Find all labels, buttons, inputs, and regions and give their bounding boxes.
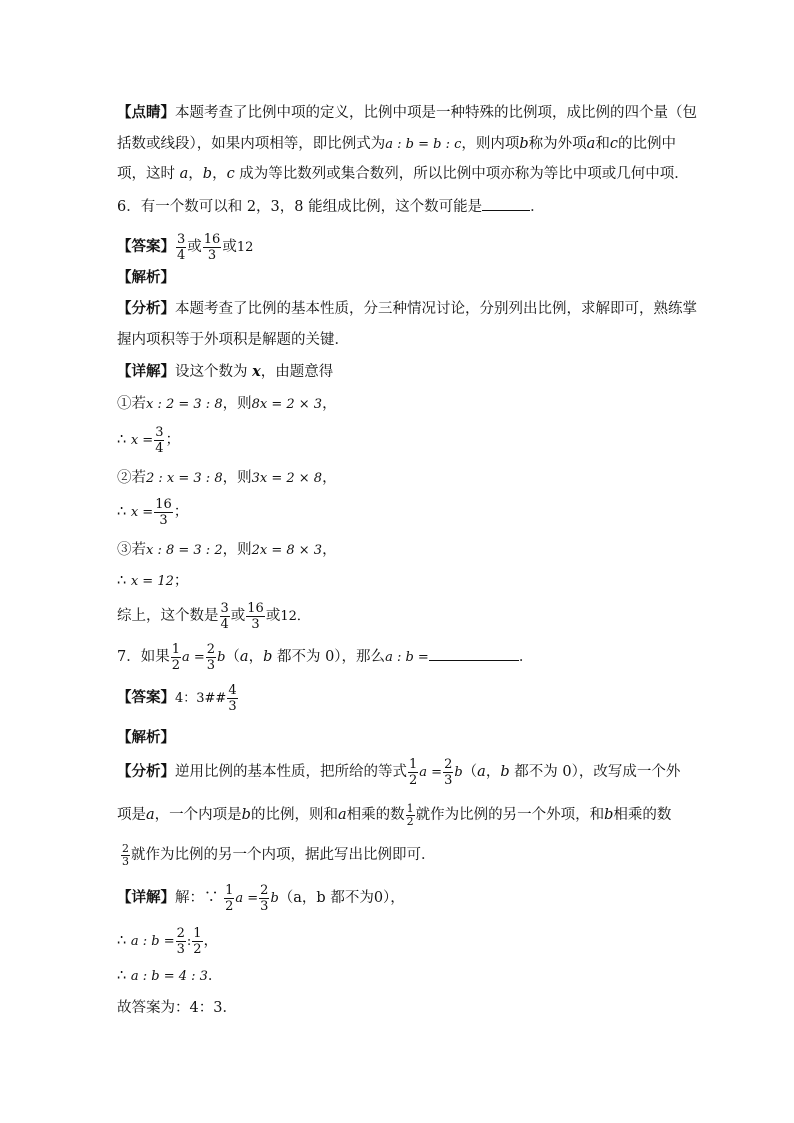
- q6-answer: [117, 230, 694, 264]
- text: ②若: [117, 470, 146, 486]
- numerator: 4: [228, 682, 237, 698]
- denominator: 3: [122, 854, 129, 868]
- math: a : b =: [385, 650, 429, 665]
- fraction: [154, 497, 173, 528]
- text: 相乘的数: [346, 807, 405, 823]
- fraction: [192, 926, 202, 957]
- denominator: 3: [159, 512, 168, 528]
- q6-case-2: [117, 468, 694, 489]
- text: 项是: [117, 807, 146, 823]
- text: （a，b 都不为0），: [278, 890, 405, 906]
- denominator: 3: [207, 247, 217, 263]
- text: 项，这时: [117, 166, 180, 182]
- text: ，: [188, 166, 203, 182]
- text: ；: [165, 432, 180, 448]
- dianjing-line-1: [117, 103, 697, 123]
- math-var: a: [337, 807, 347, 823]
- text: ，一个内项是: [154, 807, 242, 823]
- math-var: b: [241, 807, 251, 823]
- math-var: c: [226, 166, 235, 182]
- text: ，: [248, 649, 264, 665]
- fraction: [171, 642, 181, 673]
- numerator: 3: [177, 231, 186, 247]
- text: ，: [322, 396, 337, 412]
- numerator: 3: [220, 600, 229, 616]
- numerator: 2: [206, 641, 216, 657]
- denominator: 4: [155, 440, 164, 456]
- fraction: [176, 232, 186, 263]
- fraction: [121, 843, 130, 868]
- answer-blank: [482, 196, 530, 211]
- question-text: 6．有一个数可以和 2，3，8 能组成比例，这个数可能是: [117, 199, 483, 215]
- text: 和: [595, 136, 610, 152]
- text: 括数或线段），如果内项相等，即比例式为: [117, 136, 386, 152]
- text: 逆用比例的基本性质，把所给的等式: [175, 764, 407, 780]
- denominator: 3: [260, 898, 269, 914]
- math-var: a: [239, 649, 249, 665]
- dianjing-line-3: [117, 164, 694, 184]
- numerator: 16: [247, 600, 264, 616]
- fraction: [406, 803, 415, 828]
- dianjing-tag: 【点睛】: [117, 104, 175, 121]
- math-var: x: [252, 363, 261, 380]
- numerator: 2: [176, 925, 185, 941]
- math-var: b: [500, 764, 510, 780]
- math: a =: [182, 650, 205, 665]
- math: 2x = 8 × 3: [251, 543, 323, 558]
- q7-detail-3: [117, 966, 694, 987]
- text: （: [225, 649, 240, 665]
- text: 本题考查了比例的基本性质，分三种情况讨论，分别列出比例，求解即可，熟练掌: [175, 301, 697, 317]
- text: 或: [265, 608, 281, 624]
- q7-jiexi: 【解析】: [117, 729, 175, 746]
- numerator: 1: [225, 882, 234, 898]
- text: ，则内项: [461, 136, 520, 152]
- math: a : b = b : c: [385, 137, 462, 152]
- q6-jiexi: 【解析】: [117, 269, 175, 286]
- text: ，由题意得: [260, 364, 334, 380]
- q7-fenxi-3: [120, 840, 694, 870]
- fraction: [206, 642, 216, 673]
- text: （: [462, 764, 478, 780]
- text: ．: [207, 968, 223, 984]
- text: 相乘的数: [613, 807, 672, 823]
- math-var: b: [202, 166, 213, 182]
- denominator: 2: [406, 814, 414, 828]
- numerator: 3: [155, 424, 164, 440]
- answer-tag: 【答案】: [117, 238, 175, 255]
- math-var: b: [519, 136, 529, 152]
- fraction: [443, 757, 453, 788]
- denominator: 4: [220, 616, 229, 632]
- denominator: 2: [193, 941, 202, 957]
- text: 称为外项: [528, 136, 587, 152]
- math: b: [454, 765, 463, 780]
- math: 4：3##: [175, 691, 227, 706]
- math-var: a: [179, 166, 189, 182]
- numerator: 2: [260, 882, 269, 898]
- text: ，则: [222, 396, 252, 412]
- denominator: 3: [228, 698, 237, 714]
- math: 8x = 2 × 3: [251, 397, 323, 412]
- denominator: 2: [225, 898, 234, 914]
- detail-tag: 【详解】: [117, 363, 175, 380]
- dianjing-line-2: [117, 134, 694, 155]
- text: 成为等比数列或集合数列，所以比例中项亦称为等比中项或几何中项．: [234, 166, 689, 182]
- math: a =: [419, 765, 443, 780]
- text: 解：∵: [175, 890, 224, 906]
- fraction: [224, 883, 234, 914]
- text: ∴: [117, 432, 131, 448]
- numerator: 2: [122, 841, 129, 855]
- text: ∴: [117, 968, 131, 984]
- denominator: 4: [177, 247, 186, 263]
- text: ①若: [117, 396, 146, 412]
- text: ，: [322, 542, 337, 558]
- fraction: [154, 425, 164, 456]
- math: 2 : x = 3 : 8: [146, 471, 223, 486]
- fraction: [408, 757, 418, 788]
- text: ，: [485, 764, 501, 780]
- text: ．: [530, 199, 545, 215]
- math-var: a: [146, 807, 155, 823]
- q6-case-3: [117, 540, 694, 561]
- math: a =: [235, 891, 259, 906]
- q7-fenxi-2: [117, 800, 694, 830]
- text: ③若: [117, 542, 146, 558]
- fraction: [220, 601, 230, 632]
- text: ，: [322, 470, 337, 486]
- denominator: 3: [176, 941, 185, 957]
- math: x = 12: [130, 574, 174, 589]
- q7-detail-1: [117, 880, 694, 916]
- math: x =: [130, 433, 154, 448]
- math: x : 8 = 3 : 2: [146, 543, 223, 558]
- text: 设这个数为: [175, 364, 253, 380]
- text: 就作为比例的另一个外项，和: [415, 807, 605, 823]
- numerator: 1: [406, 801, 414, 815]
- denominator: 2: [409, 772, 418, 788]
- text: 的比例中: [617, 136, 676, 152]
- numerator: 1: [193, 925, 202, 941]
- math: b: [270, 891, 279, 906]
- q6-therefore-2: [117, 494, 694, 530]
- fraction: [176, 926, 186, 957]
- q6-therefore-1: [117, 422, 694, 458]
- math-var: a: [477, 764, 486, 780]
- text: ∴: [117, 504, 131, 520]
- q6-therefore-3: [117, 571, 694, 592]
- text: 或: [187, 239, 202, 255]
- q6-fenxi-1: [117, 299, 697, 319]
- math: a : b = 4 : 3: [130, 969, 208, 984]
- q7-question: [117, 639, 694, 675]
- denominator: 3: [251, 616, 260, 632]
- text: ∴: [117, 573, 131, 589]
- numerator: 16: [203, 231, 221, 247]
- math-var: b: [604, 807, 614, 823]
- text: 综上，这个数是: [117, 608, 219, 624]
- denominator: 3: [444, 772, 453, 788]
- text: ，: [203, 933, 219, 949]
- fenxi-tag: 【分析】: [117, 763, 175, 780]
- math-var: c: [609, 136, 618, 152]
- math: 12．: [280, 609, 310, 624]
- text: 的比例，则和: [250, 807, 338, 823]
- math: 3x = 2 × 8: [251, 471, 323, 486]
- denominator: 3: [206, 657, 216, 673]
- text: 或: [222, 239, 237, 255]
- q7-final-answer: 故答案为：4：3．: [117, 1000, 237, 1016]
- q6-question: [117, 196, 694, 217]
- math: b: [217, 650, 226, 665]
- numerator: 1: [171, 641, 181, 657]
- text: ；: [173, 573, 189, 589]
- answer-blank: [429, 646, 519, 661]
- text: 都不为 0），改写成一个外: [509, 764, 681, 780]
- fraction: [259, 883, 269, 914]
- detail-tag: 【详解】: [117, 889, 175, 906]
- math: a : b =: [130, 934, 175, 949]
- dianjing-text-1: 本题考查了比例中项的定义，比例中项是一种特殊的比例项，成比例的四个量（包: [175, 105, 697, 121]
- math: 12: [236, 240, 254, 255]
- answer-tag: 【答案】: [117, 689, 175, 706]
- fraction: [227, 683, 237, 714]
- text: ；: [173, 504, 189, 520]
- q6-case-1: [117, 394, 694, 415]
- text: 都不为 0），那么: [272, 649, 386, 665]
- text: ，则: [222, 470, 252, 486]
- fraction: [203, 232, 222, 263]
- text: ，则: [222, 542, 252, 558]
- numerator: 16: [155, 496, 172, 512]
- math: x : 2 = 3 : 8: [146, 397, 223, 412]
- q7-fenxi-1: [117, 754, 694, 790]
- q6-detail: [117, 362, 694, 382]
- q6-fenxi-2: 握内项积等于外项积是解题的关键．: [117, 332, 349, 348]
- text: ．: [518, 649, 534, 665]
- q7-answer: [117, 680, 694, 716]
- denominator: 2: [171, 657, 181, 673]
- math: x =: [130, 505, 154, 520]
- text: ，: [212, 166, 227, 182]
- q6-summary: [117, 598, 694, 634]
- math-var: b: [263, 649, 273, 665]
- q7-detail-2: [117, 923, 694, 959]
- question-text: 7．如果: [117, 649, 170, 665]
- math: :: [186, 934, 192, 949]
- fenxi-tag: 【分析】: [117, 300, 175, 317]
- numerator: 1: [409, 756, 418, 772]
- text: 或: [230, 608, 246, 624]
- text: 就作为比例的另一个内项，据此写出比例即可．: [131, 847, 436, 863]
- text: ∴: [117, 933, 131, 949]
- numerator: 2: [444, 756, 453, 772]
- math-var: a: [586, 136, 596, 152]
- fraction: [246, 601, 265, 632]
